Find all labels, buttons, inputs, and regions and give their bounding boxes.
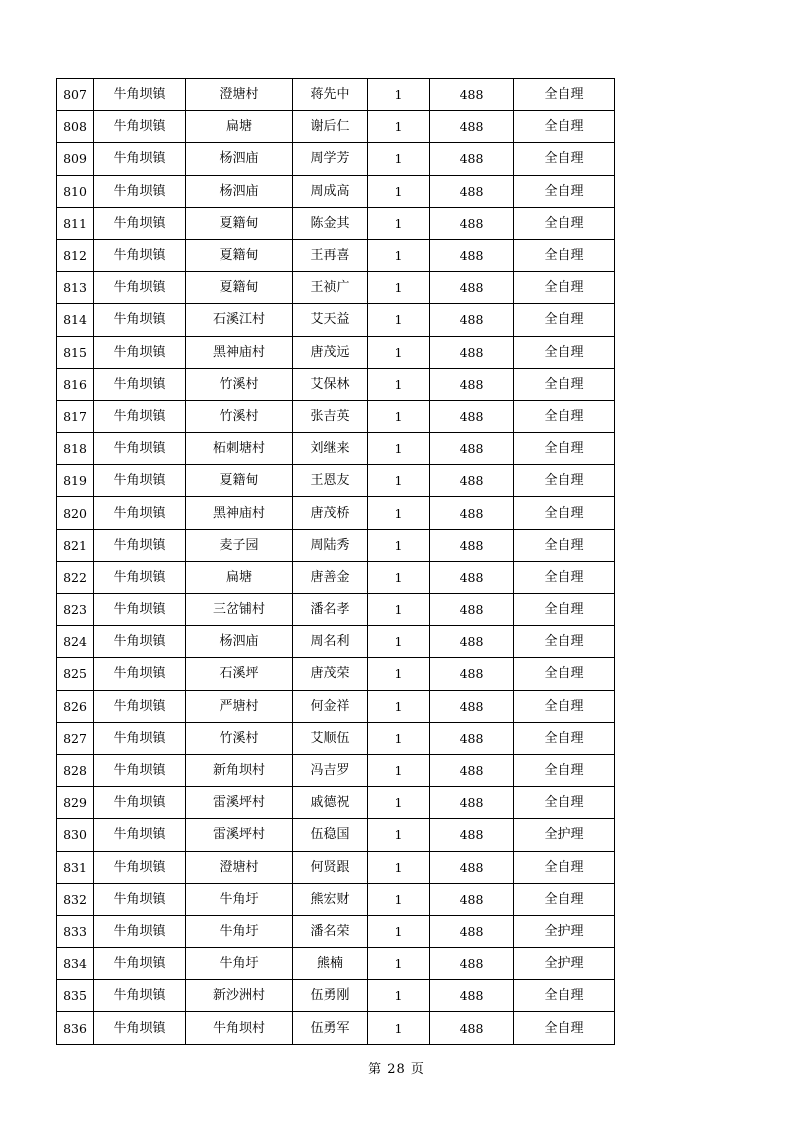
cell-serial-number: 834 (57, 948, 94, 980)
cell-care-type: 全自理 (514, 980, 615, 1012)
table-row (57, 626, 615, 658)
cell-town: 牛角坝镇 (94, 433, 186, 465)
cell-town: 牛角坝镇 (94, 658, 186, 690)
cell-serial-number: 835 (57, 980, 94, 1012)
cell-amount: 488 (430, 368, 514, 400)
cell-person-name: 周名利 (293, 626, 368, 658)
cell-town: 牛角坝镇 (94, 272, 186, 304)
cell-person-name: 艾保林 (293, 368, 368, 400)
cell-village: 夏籍甸 (186, 272, 293, 304)
cell-care-type: 全自理 (514, 1012, 615, 1044)
table-row (57, 433, 615, 465)
page-number: 第 28 页 (368, 1062, 425, 1077)
cell-care-type: 全自理 (514, 368, 615, 400)
cell-person-name: 戚德祝 (293, 787, 368, 819)
cell-count: 1 (368, 754, 430, 786)
cell-amount: 488 (430, 594, 514, 626)
cell-village: 竹溪村 (186, 368, 293, 400)
cell-village: 牛角圩 (186, 915, 293, 947)
cell-person-name: 冯吉罗 (293, 754, 368, 786)
cell-person-name: 陈金其 (293, 207, 368, 239)
table-row (57, 883, 615, 915)
cell-village: 严塘村 (186, 690, 293, 722)
cell-village: 麦子园 (186, 529, 293, 561)
table-row (57, 948, 615, 980)
cell-amount: 488 (430, 948, 514, 980)
cell-amount: 488 (430, 626, 514, 658)
cell-town: 牛角坝镇 (94, 465, 186, 497)
cell-care-type: 全自理 (514, 207, 615, 239)
cell-care-type: 全自理 (514, 722, 615, 754)
table-row (57, 79, 615, 111)
cell-count: 1 (368, 658, 430, 690)
table-row (57, 272, 615, 304)
cell-person-name: 伍勇刚 (293, 980, 368, 1012)
cell-person-name: 蒋先中 (293, 79, 368, 111)
cell-care-type: 全自理 (514, 883, 615, 915)
cell-person-name: 张吉英 (293, 400, 368, 432)
cell-care-type: 全自理 (514, 239, 615, 271)
cell-person-name: 何金祥 (293, 690, 368, 722)
cell-count: 1 (368, 915, 430, 947)
cell-amount: 488 (430, 239, 514, 271)
cell-count: 1 (368, 948, 430, 980)
table-row (57, 1012, 615, 1044)
cell-person-name: 王祯广 (293, 272, 368, 304)
cell-village: 黑神庙村 (186, 497, 293, 529)
cell-serial-number: 814 (57, 304, 94, 336)
cell-person-name: 艾天益 (293, 304, 368, 336)
cell-care-type: 全自理 (514, 851, 615, 883)
cell-village: 夏籍甸 (186, 239, 293, 271)
cell-serial-number: 827 (57, 722, 94, 754)
table-row (57, 111, 615, 143)
cell-amount: 488 (430, 79, 514, 111)
cell-town: 牛角坝镇 (94, 304, 186, 336)
cell-care-type: 全自理 (514, 497, 615, 529)
cell-person-name: 唐善金 (293, 561, 368, 593)
cell-care-type: 全自理 (514, 400, 615, 432)
cell-amount: 488 (430, 658, 514, 690)
cell-amount: 488 (430, 143, 514, 175)
table-row (57, 336, 615, 368)
cell-amount: 488 (430, 465, 514, 497)
cell-serial-number: 807 (57, 79, 94, 111)
cell-village: 雷溪坪村 (186, 787, 293, 819)
cell-amount: 488 (430, 304, 514, 336)
cell-care-type: 全自理 (514, 690, 615, 722)
cell-count: 1 (368, 175, 430, 207)
cell-town: 牛角坝镇 (94, 851, 186, 883)
cell-town: 牛角坝镇 (94, 336, 186, 368)
cell-care-type: 全自理 (514, 561, 615, 593)
cell-village: 夏籍甸 (186, 207, 293, 239)
cell-town: 牛角坝镇 (94, 368, 186, 400)
cell-person-name: 刘继来 (293, 433, 368, 465)
cell-village: 扁塘 (186, 111, 293, 143)
cell-count: 1 (368, 690, 430, 722)
cell-town: 牛角坝镇 (94, 722, 186, 754)
cell-count: 1 (368, 980, 430, 1012)
cell-count: 1 (368, 368, 430, 400)
cell-count: 1 (368, 722, 430, 754)
table-row (57, 304, 615, 336)
cell-care-type: 全自理 (514, 336, 615, 368)
cell-serial-number: 810 (57, 175, 94, 207)
cell-care-type: 全自理 (514, 465, 615, 497)
cell-village: 杨泗庙 (186, 143, 293, 175)
cell-count: 1 (368, 497, 430, 529)
table-row (57, 561, 615, 593)
table-row (57, 658, 615, 690)
cell-amount: 488 (430, 529, 514, 561)
cell-town: 牛角坝镇 (94, 915, 186, 947)
table-row (57, 175, 615, 207)
cell-town: 牛角坝镇 (94, 529, 186, 561)
table-row (57, 851, 615, 883)
cell-person-name: 伍勇军 (293, 1012, 368, 1044)
table-row (57, 207, 615, 239)
table-row (57, 787, 615, 819)
cell-person-name: 伍稳国 (293, 819, 368, 851)
cell-care-type: 全自理 (514, 143, 615, 175)
cell-village: 牛角坝村 (186, 1012, 293, 1044)
cell-amount: 488 (430, 754, 514, 786)
cell-town: 牛角坝镇 (94, 79, 186, 111)
cell-care-type: 全自理 (514, 272, 615, 304)
cell-care-type: 全自理 (514, 433, 615, 465)
cell-town: 牛角坝镇 (94, 980, 186, 1012)
cell-town: 牛角坝镇 (94, 175, 186, 207)
cell-person-name: 艾顺伍 (293, 722, 368, 754)
cell-count: 1 (368, 79, 430, 111)
cell-care-type: 全自理 (514, 111, 615, 143)
cell-count: 1 (368, 787, 430, 819)
table-row (57, 497, 615, 529)
cell-count: 1 (368, 111, 430, 143)
cell-town: 牛角坝镇 (94, 594, 186, 626)
cell-town: 牛角坝镇 (94, 754, 186, 786)
cell-village: 澄塘村 (186, 851, 293, 883)
cell-amount: 488 (430, 722, 514, 754)
cell-town: 牛角坝镇 (94, 207, 186, 239)
cell-serial-number: 809 (57, 143, 94, 175)
cell-person-name: 周陆秀 (293, 529, 368, 561)
cell-town: 牛角坝镇 (94, 111, 186, 143)
cell-town: 牛角坝镇 (94, 948, 186, 980)
cell-serial-number: 825 (57, 658, 94, 690)
table-row (57, 690, 615, 722)
cell-town: 牛角坝镇 (94, 819, 186, 851)
cell-amount: 488 (430, 1012, 514, 1044)
cell-care-type: 全自理 (514, 754, 615, 786)
cell-amount: 488 (430, 690, 514, 722)
cell-person-name: 王恩友 (293, 465, 368, 497)
cell-serial-number: 812 (57, 239, 94, 271)
cell-care-type: 全自理 (514, 658, 615, 690)
cell-serial-number: 832 (57, 883, 94, 915)
cell-care-type: 全自理 (514, 626, 615, 658)
table-row (57, 754, 615, 786)
cell-amount: 488 (430, 497, 514, 529)
cell-care-type: 全自理 (514, 594, 615, 626)
cell-person-name: 熊楠 (293, 948, 368, 980)
table-row (57, 529, 615, 561)
cell-care-type: 全自理 (514, 175, 615, 207)
cell-village: 新沙洲村 (186, 980, 293, 1012)
table-row (57, 400, 615, 432)
cell-serial-number: 816 (57, 368, 94, 400)
cell-care-type: 全自理 (514, 79, 615, 111)
cell-person-name: 何贤跟 (293, 851, 368, 883)
cell-town: 牛角坝镇 (94, 497, 186, 529)
cell-count: 1 (368, 465, 430, 497)
cell-amount: 488 (430, 400, 514, 432)
cell-town: 牛角坝镇 (94, 883, 186, 915)
cell-serial-number: 833 (57, 915, 94, 947)
table-row (57, 368, 615, 400)
table-body (57, 79, 615, 1045)
cell-village: 石溪江村 (186, 304, 293, 336)
cell-village: 竹溪村 (186, 400, 293, 432)
cell-care-type: 全自理 (514, 304, 615, 336)
cell-serial-number: 823 (57, 594, 94, 626)
cell-amount: 488 (430, 980, 514, 1012)
cell-amount: 488 (430, 561, 514, 593)
cell-town: 牛角坝镇 (94, 1012, 186, 1044)
table-row (57, 915, 615, 947)
cell-amount: 488 (430, 819, 514, 851)
cell-amount: 488 (430, 915, 514, 947)
cell-care-type: 全护理 (514, 819, 615, 851)
cell-village: 黑神庙村 (186, 336, 293, 368)
cell-village: 竹溪村 (186, 722, 293, 754)
cell-count: 1 (368, 239, 430, 271)
cell-count: 1 (368, 272, 430, 304)
cell-village: 扁塘 (186, 561, 293, 593)
cell-care-type: 全自理 (514, 787, 615, 819)
table-row (57, 465, 615, 497)
table-row (57, 980, 615, 1012)
cell-village: 雷溪坪村 (186, 819, 293, 851)
data-table (56, 78, 615, 1045)
cell-person-name: 唐茂荣 (293, 658, 368, 690)
cell-amount: 488 (430, 433, 514, 465)
cell-count: 1 (368, 883, 430, 915)
cell-serial-number: 822 (57, 561, 94, 593)
cell-village: 牛角圩 (186, 948, 293, 980)
cell-count: 1 (368, 143, 430, 175)
cell-amount: 488 (430, 272, 514, 304)
cell-serial-number: 820 (57, 497, 94, 529)
cell-count: 1 (368, 626, 430, 658)
cell-amount: 488 (430, 336, 514, 368)
cell-amount: 488 (430, 883, 514, 915)
cell-person-name: 周成高 (293, 175, 368, 207)
table-row (57, 594, 615, 626)
cell-person-name: 熊宏财 (293, 883, 368, 915)
cell-care-type: 全护理 (514, 915, 615, 947)
cell-count: 1 (368, 529, 430, 561)
cell-village: 澄塘村 (186, 79, 293, 111)
table-row (57, 239, 615, 271)
cell-serial-number: 808 (57, 111, 94, 143)
cell-serial-number: 819 (57, 465, 94, 497)
cell-person-name: 唐茂桥 (293, 497, 368, 529)
cell-count: 1 (368, 336, 430, 368)
cell-village: 新角坝村 (186, 754, 293, 786)
cell-count: 1 (368, 819, 430, 851)
cell-person-name: 唐茂远 (293, 336, 368, 368)
cell-serial-number: 818 (57, 433, 94, 465)
cell-village: 柘刺塘村 (186, 433, 293, 465)
cell-serial-number: 826 (57, 690, 94, 722)
cell-village: 夏籍甸 (186, 465, 293, 497)
cell-village: 三岔铺村 (186, 594, 293, 626)
cell-person-name: 潘名孝 (293, 594, 368, 626)
cell-town: 牛角坝镇 (94, 400, 186, 432)
cell-serial-number: 824 (57, 626, 94, 658)
cell-town: 牛角坝镇 (94, 561, 186, 593)
cell-count: 1 (368, 851, 430, 883)
cell-care-type: 全护理 (514, 948, 615, 980)
cell-count: 1 (368, 561, 430, 593)
cell-town: 牛角坝镇 (94, 787, 186, 819)
cell-amount: 488 (430, 207, 514, 239)
cell-serial-number: 829 (57, 787, 94, 819)
cell-amount: 488 (430, 111, 514, 143)
cell-village: 杨泗庙 (186, 626, 293, 658)
cell-care-type: 全自理 (514, 529, 615, 561)
cell-village: 牛角圩 (186, 883, 293, 915)
cell-count: 1 (368, 400, 430, 432)
cell-count: 1 (368, 304, 430, 336)
cell-person-name: 潘名荣 (293, 915, 368, 947)
cell-count: 1 (368, 1012, 430, 1044)
cell-serial-number: 821 (57, 529, 94, 561)
cell-serial-number: 811 (57, 207, 94, 239)
cell-person-name: 王再喜 (293, 239, 368, 271)
cell-serial-number: 830 (57, 819, 94, 851)
table-row (57, 143, 615, 175)
cell-town: 牛角坝镇 (94, 239, 186, 271)
cell-serial-number: 836 (57, 1012, 94, 1044)
cell-town: 牛角坝镇 (94, 143, 186, 175)
cell-serial-number: 815 (57, 336, 94, 368)
cell-serial-number: 831 (57, 851, 94, 883)
cell-amount: 488 (430, 787, 514, 819)
cell-person-name: 周学芳 (293, 143, 368, 175)
cell-town: 牛角坝镇 (94, 626, 186, 658)
cell-person-name: 谢后仁 (293, 111, 368, 143)
cell-serial-number: 828 (57, 754, 94, 786)
cell-town: 牛角坝镇 (94, 690, 186, 722)
cell-serial-number: 813 (57, 272, 94, 304)
cell-village: 石溪坪 (186, 658, 293, 690)
cell-amount: 488 (430, 851, 514, 883)
cell-village: 杨泗庙 (186, 175, 293, 207)
cell-count: 1 (368, 594, 430, 626)
table-row (57, 722, 615, 754)
cell-count: 1 (368, 433, 430, 465)
table-row (57, 819, 615, 851)
cell-serial-number: 817 (57, 400, 94, 432)
cell-count: 1 (368, 207, 430, 239)
cell-amount: 488 (430, 175, 514, 207)
